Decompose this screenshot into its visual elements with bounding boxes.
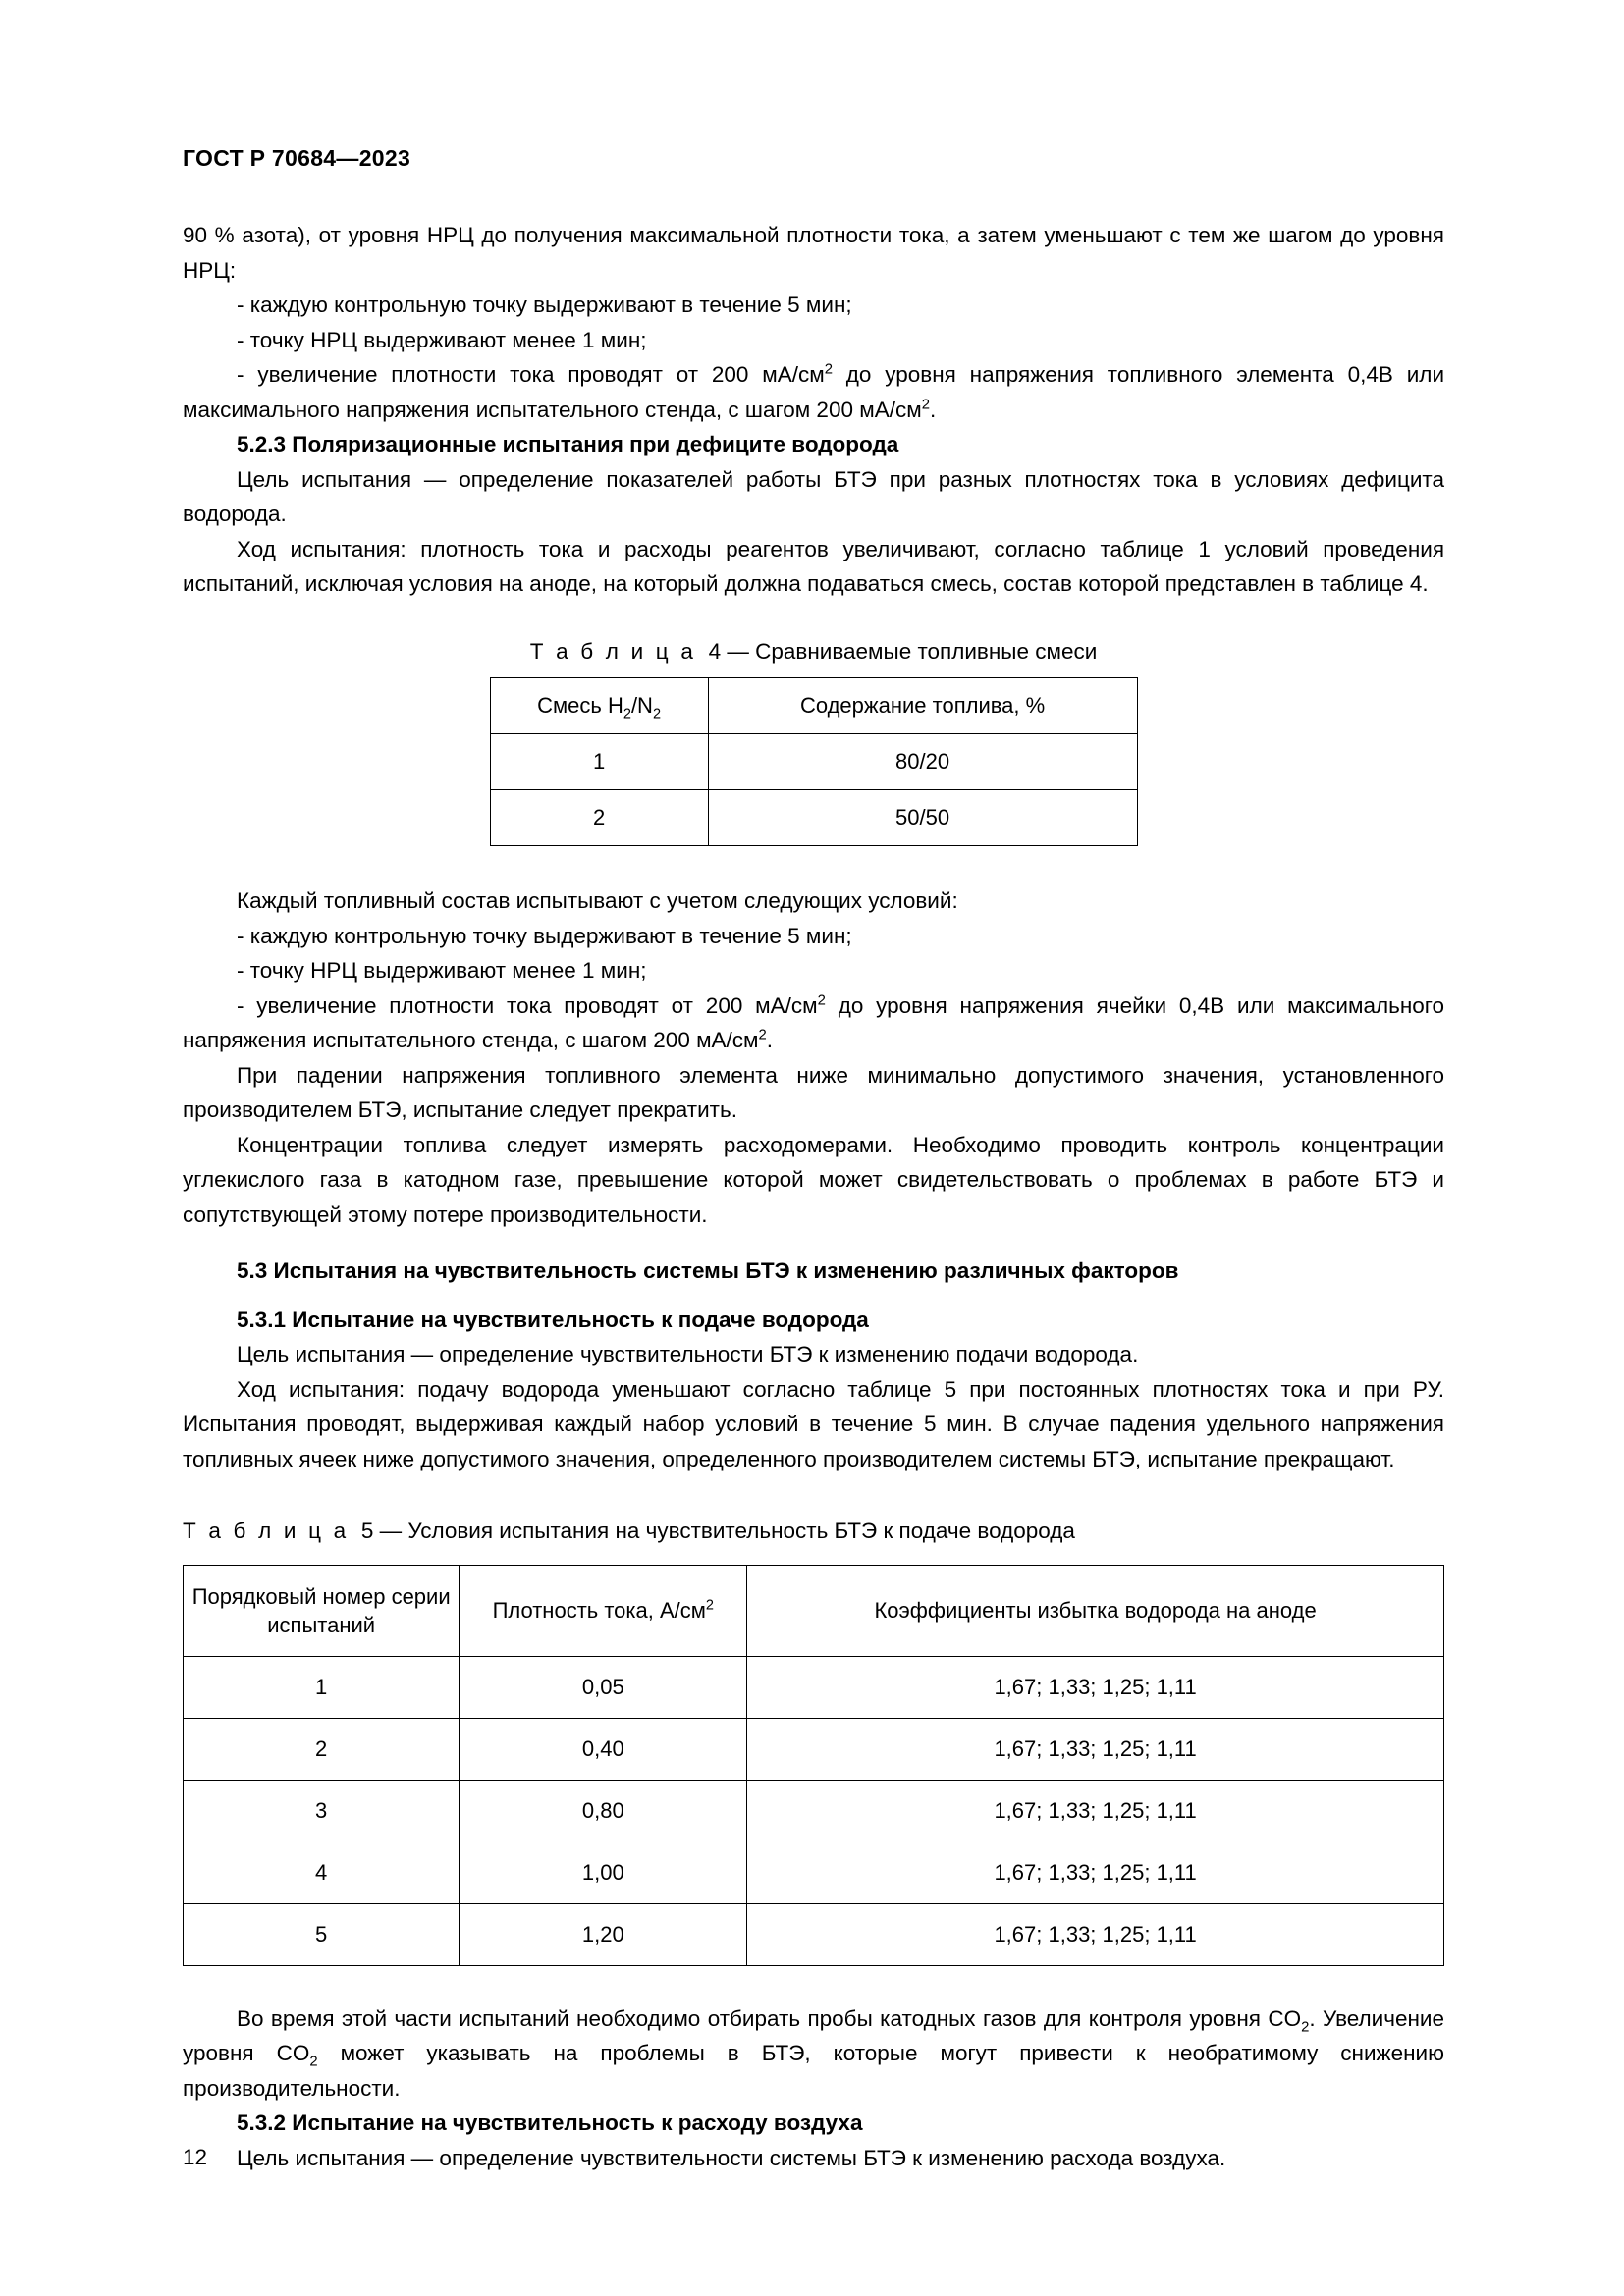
table-row (184, 1780, 1444, 1842)
bullet-text-part: до уровня напряжения топливного элемента 0,4В или максимального напряжения испытательного стенда, с шагом 200 мА/см (183, 362, 1445, 422)
section-heading-5-2-3: 5.2.3 Поляризационные испытания при дефиците водорода (237, 432, 899, 456)
intro-paragraph: 90 % азота), от уровня НРЦ до получения максимальной плотности тока, а затем уменьшают с тем же шагом до уровня НРЦ: (183, 223, 1444, 283)
after-table5-paragraph-1 (183, 2002, 1444, 2107)
superscript: 2 (921, 397, 930, 412)
table-5 (183, 1565, 1444, 1966)
superscript: 2 (705, 1597, 714, 1614)
subscript: 2 (309, 2054, 318, 2070)
section-531-paragraph-1: Цель испытания — определение чувствительности БТЭ к изменению подачи водорода. (237, 1342, 1139, 1366)
table4-cell-fuel: 50/50 (708, 790, 1137, 846)
section-523-paragraph-1: Цель испытания — определение показателей работы БТЭ при разных плотностях тока в условиях дефицита водорода. (183, 466, 1444, 526)
table5-caption-prefix: Т а б л и ц а (183, 1519, 350, 1543)
header-text: /N (630, 693, 653, 719)
table5-cell-coefficients: 1,67; 1,33; 1,25; 1,11 (747, 1903, 1444, 1965)
header-text: Смесь H (537, 693, 623, 719)
page-number: 12 (183, 2145, 208, 2169)
section-532-paragraph-1: Цель испытания — определение чувствительности системы БТЭ к изменению расхода воздуха. (237, 2145, 1226, 2170)
paragraph-part: Во время этой части испытаний необходимо отбирать пробы катодных газов для контроля уровня CO (237, 2005, 1302, 2031)
table5-cell-series: 3 (184, 1780, 460, 1842)
section-heading-5-3: 5.3 Испытания на чувствительность системы БТЭ к изменению различных факторов (237, 1258, 1179, 1283)
table4-caption-number: 4 (708, 638, 722, 664)
table5-cell-density: 0,05 (460, 1656, 747, 1718)
bullet-text-part: до уровня напряжения ячейки 0,4В или максимального напряжения испытательного стенда, с шагом 200 мА/см (183, 992, 1444, 1052)
subscript: 2 (652, 706, 662, 722)
section-531-paragraph-2: Ход испытания: подачу водорода уменьшают согласно таблице 5 при постоянных плотностях тока и при РУ. Испытания проводят, выдерживая каждый набор условий в течение 5 мин. В случае падения удельного напряжения топливных ячеек ниже допустимого значения, определенного производителем системы БТЭ, испытание прекращают. (183, 1376, 1444, 1471)
table5-cell-series: 4 (184, 1842, 460, 1903)
table-header-row (184, 1565, 1444, 1656)
superscript: 2 (824, 361, 833, 378)
table5-header-density (460, 1565, 747, 1656)
table4-cell-mix: 1 (490, 734, 708, 790)
table5-caption-number: 5 (360, 1519, 374, 1543)
table-row (184, 1718, 1444, 1780)
bullet-text-part: . (929, 397, 937, 422)
list-item: - точку НРЦ выдерживают менее 1 мин; (237, 958, 647, 983)
table4-header-mix (490, 678, 708, 734)
table-4 (490, 677, 1138, 846)
table5-cell-series: 5 (184, 1903, 460, 1965)
table-row (184, 1842, 1444, 1903)
after-table4-paragraph-2: При падении напряжения топливного элемента ниже минимально допустимого значения, установленного производителем БТЭ, испытание следует прекратить. (183, 1062, 1444, 1122)
table-row (490, 790, 1137, 846)
table4-caption-prefix: Т а б л и ц а (529, 638, 697, 664)
list-item: - каждую контрольную точку выдерживают в течение 5 мин; (237, 923, 852, 948)
bullet-text-part: - увеличение плотности тока проводят от 200 мА/см (237, 362, 825, 387)
table-row (490, 734, 1137, 790)
after-table4-paragraph-1: Каждый топливный состав испытывают с учетом следующих условий: (237, 888, 958, 913)
table4-cell-fuel: 80/20 (708, 734, 1137, 790)
table5-cell-coefficients: 1,67; 1,33; 1,25; 1,11 (747, 1656, 1444, 1718)
table5-cell-density: 1,20 (460, 1903, 747, 1965)
bullet-text-part: . (766, 1028, 774, 1052)
table5-caption (183, 1514, 1444, 1549)
subscript: 2 (1301, 2019, 1310, 2035)
table5-cell-coefficients: 1,67; 1,33; 1,25; 1,11 (747, 1718, 1444, 1780)
table5-cell-density: 0,80 (460, 1780, 747, 1842)
table5-header-series: Порядковый номер серии испытаний (184, 1565, 460, 1656)
bullet-text-part: - увеличение плотности тока проводят от 200 мА/см (237, 992, 818, 1018)
table4-header-fuel: Содержание топлива, % (708, 678, 1137, 734)
table5-cell-density: 0,40 (460, 1718, 747, 1780)
table5-cell-series: 1 (184, 1656, 460, 1718)
table-row (184, 1656, 1444, 1718)
table5-cell-coefficients: 1,67; 1,33; 1,25; 1,11 (747, 1842, 1444, 1903)
table-row (184, 1903, 1444, 1965)
section-heading-5-3-2: 5.3.2 Испытание на чувствительность к расходу воздуха (237, 2110, 863, 2135)
paragraph-part: . Увеличение уровня CO (183, 2005, 1444, 2065)
table5-cell-coefficients: 1,67; 1,33; 1,25; 1,11 (747, 1780, 1444, 1842)
page-header: ГОСТ Р 70684—2023 (183, 145, 411, 171)
section-heading-5-3-1: 5.3.1 Испытание на чувствительность к подаче водорода (237, 1307, 869, 1332)
after-table4-paragraph-3: Концентрации топлива следует измерять расходомерами. Необходимо проводить контроль концентрации углекислого газа в катодном газе, превышение которой может свидетельствовать о проблемах в работе БТЭ и сопутствующей этому потере производительности. (183, 1132, 1444, 1227)
subscript: 2 (623, 706, 631, 722)
table5-cell-density: 1,00 (460, 1842, 747, 1903)
list-item: - точку НРЦ выдерживают менее 1 мин; (237, 327, 647, 352)
list-item (183, 357, 1444, 427)
section-523-paragraph-2: Ход испытания: плотность тока и расходы реагентов увеличивают, согласно таблице 1 условий проведения испытаний, исключая условия на аноде, на который должна подаваться смесь, состав которой представлен в таблице 4. (183, 536, 1444, 596)
table4-caption (183, 634, 1444, 669)
paragraph-part: может указывать на проблемы в БТЭ, которые могут привести к необратимому снижению производительности. (183, 2041, 1444, 2101)
table5-header-coefficients: Коэффициенты избытка водорода на аноде (747, 1565, 1444, 1656)
table5-cell-series: 2 (184, 1718, 460, 1780)
superscript: 2 (817, 992, 826, 1008)
spacer (183, 1232, 1444, 1254)
table-header-row (490, 678, 1137, 734)
superscript: 2 (758, 1027, 767, 1043)
table4-caption-text: — Сравниваемые топливные смеси (727, 638, 1098, 664)
page-body (183, 218, 1444, 2175)
list-item (183, 988, 1444, 1058)
spacer (183, 1289, 1444, 1303)
list-item: - каждую контрольную точку выдерживают в течение 5 мин; (237, 293, 852, 317)
table5-caption-text: — Условия испытания на чувствительность БТЭ к подаче водорода (379, 1519, 1075, 1543)
header-text: Плотность тока, А/см (492, 1598, 706, 1623)
table4-cell-mix: 2 (490, 790, 708, 846)
